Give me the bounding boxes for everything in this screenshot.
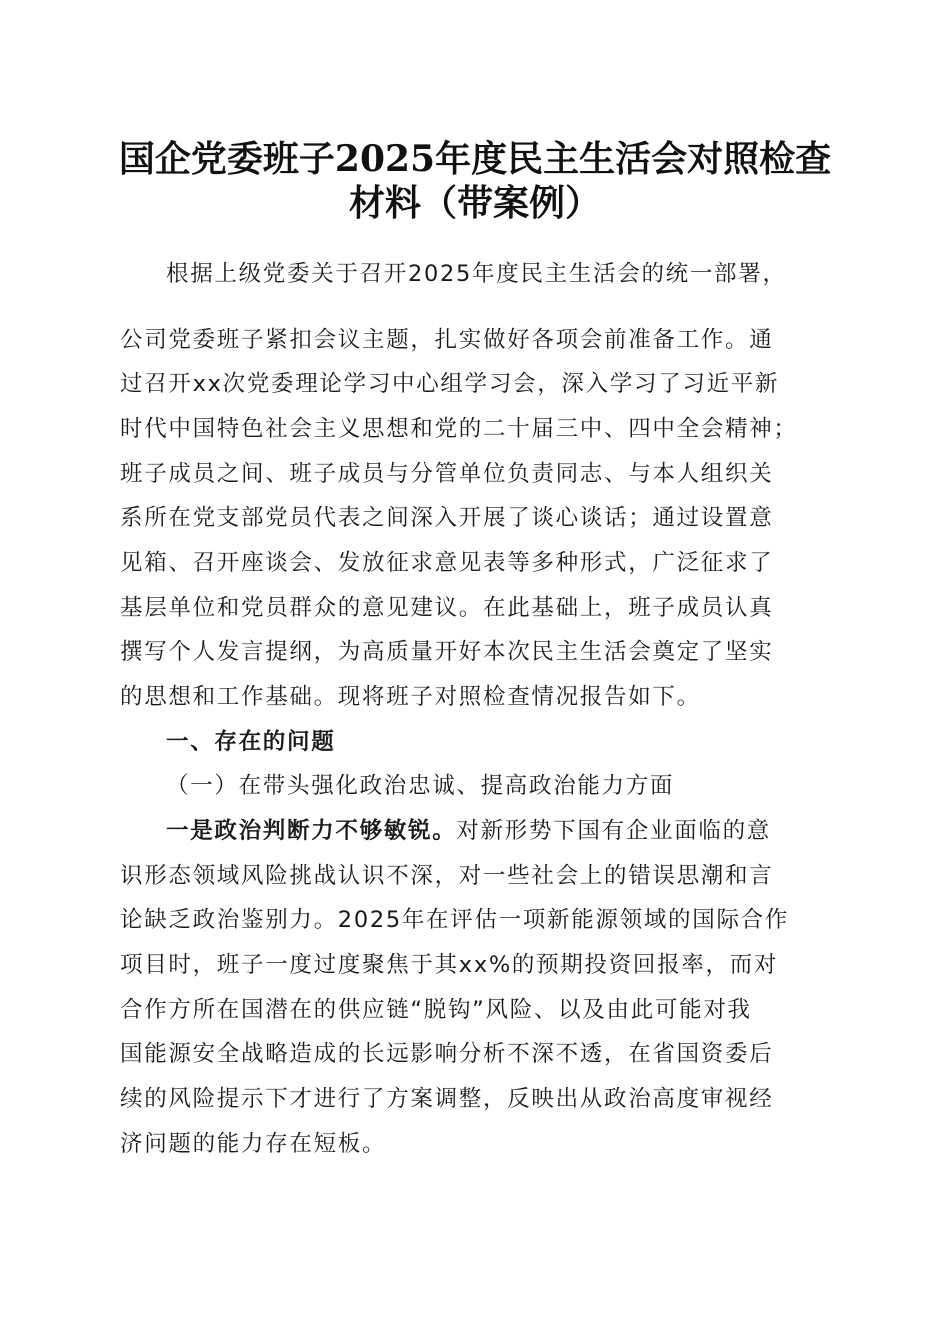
paragraph-line: 基层单位和党员群众的意见建议。在此基础上，班子成员认真 [120, 595, 774, 621]
point-text: 对新形势下国有企业面临的意 [456, 818, 772, 844]
paragraph-line: 系所在党支部党员代表之间深入开展了谈心谈话；通过设置意 [120, 505, 774, 531]
subsection-heading: （一）在带头强化政治忠诚、提高政治能力方面 [166, 773, 675, 799]
paragraph-line: 识形态领域风险挑战认识不深，对一些社会上的错误思潮和言 [120, 863, 774, 889]
paragraph-line: 过召开xx次党委理论学习中心组学习会，深入学习了习近平新 [120, 371, 780, 397]
document-title-line-2: 材料（带案例） [348, 182, 601, 224]
paragraph-line: 班子成员之间、班子成员与分管单位负责同志、与本人组织关 [120, 461, 774, 487]
paragraph-line: 论缺乏政治鉴别力。2025年在评估一项新能源领域的国际合作 [120, 907, 790, 933]
paragraph-line: 国能源安全战略造成的长远影响分析不深不透，在省国资委后 [120, 1041, 774, 1067]
point-lead: 一是政治判断力不够敏锐。 [166, 818, 457, 844]
paragraph-line: 公司党委班子紧扣会议主题，扎实做好各项会前准备工作。通 [120, 327, 774, 353]
paragraph-line: 续的风险提示下才进行了方案调整，反映出从政治高度审视经 [120, 1086, 774, 1112]
paragraph-line: 济问题的能力存在短板。 [120, 1131, 387, 1157]
paragraph-line: 项目时，班子一度过度聚焦于其xx%的预期投资回报率，而对 [120, 952, 779, 978]
paragraph-line: 撰写个人发言提纲，为高质量开好本次民主生活会奠定了坚实 [120, 639, 774, 665]
paragraph-line: 见箱、召开座谈会、发放征求意见表等多种形式，广泛征求了 [120, 550, 774, 576]
paragraph-line: 合作方所在国潜在的供应链“脱钩”风险、以及由此可能对我 [120, 997, 752, 1023]
section-heading: 一、存在的问题 [166, 729, 336, 755]
paragraph-line: 根据上级党委关于召开2025年度民主生活会的统一部署， [166, 261, 787, 287]
document-title-line-1: 国企党委班子2025年度民主生活会对照检查 [118, 138, 832, 180]
paragraph-line: 时代中国特色社会主义思想和党的二十届三中、四中全会精神； [120, 416, 798, 442]
paragraph-line: 的思想和工作基础。现将班子对照检查情况报告如下。 [120, 684, 701, 710]
paragraph-line [166, 813, 846, 849]
